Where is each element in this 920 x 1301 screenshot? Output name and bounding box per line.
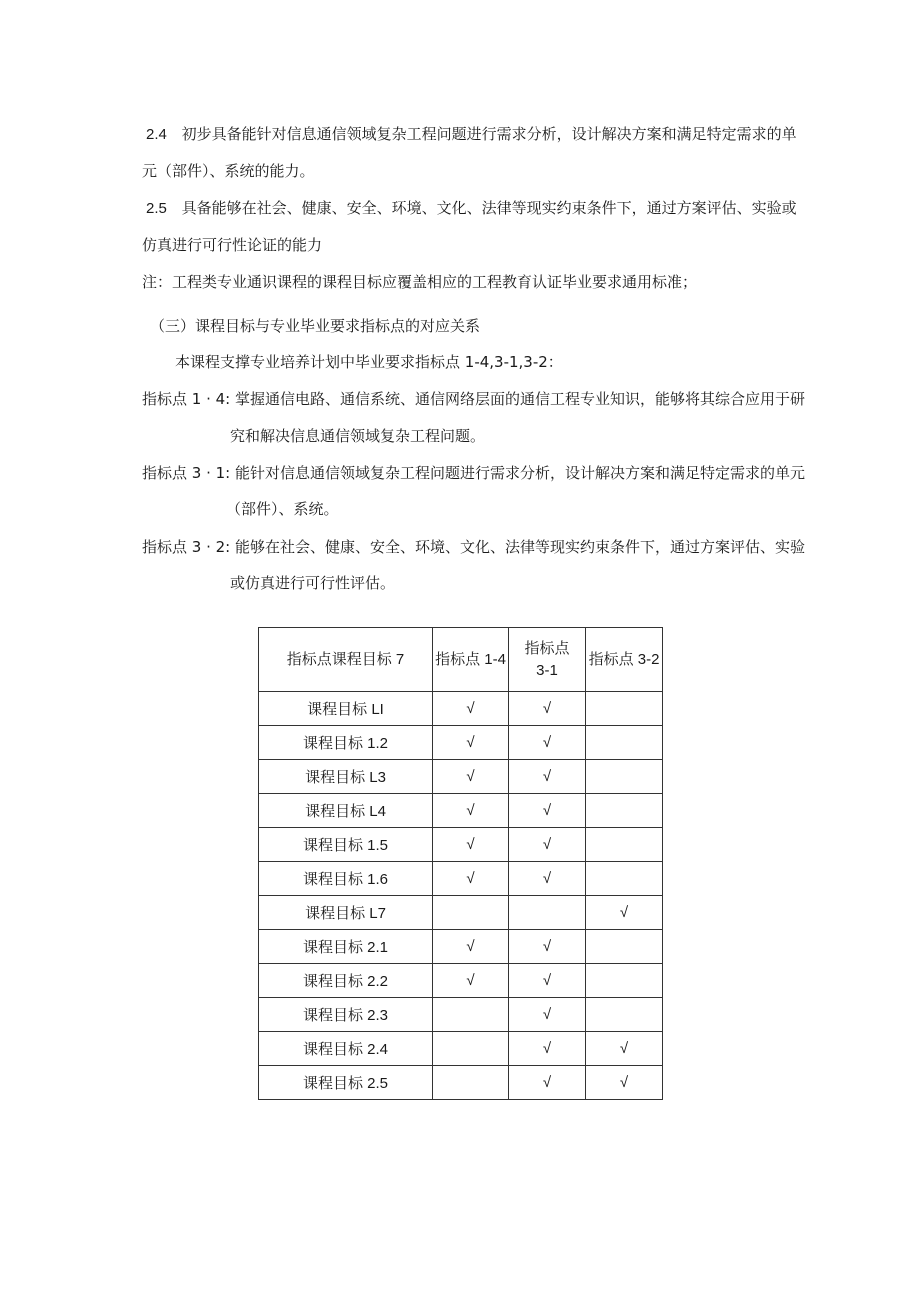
cell-indicator-3-1: √ [509,828,586,862]
cell-objective: 课程目标 2.5 [259,1066,433,1100]
cell-indicator-3-1: √ [509,1032,586,1066]
paragraph-2-4-line-2: 元（部件）、系统的能力。 [142,162,315,180]
cell-indicator-3-1: √ [509,964,586,998]
indicator-1-4-line-2: 究和解决信息通信领域复杂工程问题。 [230,427,486,445]
cell-indicator-3-1: √ [509,794,586,828]
header-indicator-3-1-line-2: 3-1 [536,661,558,679]
table-row [259,998,663,1032]
table-row [259,760,663,794]
item-number: 2.5 [146,200,167,217]
table-header-row [259,628,663,692]
cell-objective: 课程目标 1.5 [259,828,433,862]
table-row [259,964,663,998]
cell-indicator-1-4: √ [433,964,509,998]
indicator-1-4-line-1 [142,389,805,409]
cell-indicator-3-1: √ [509,862,586,896]
cell-indicator-1-4: √ [433,760,509,794]
header-indicator-3-1-line-1: 指标点 [524,639,570,657]
cell-objective: 课程目标 1.6 [259,862,433,896]
item-number: 2.4 [146,126,167,143]
cell-indicator-1-4: √ [433,862,509,896]
cell-indicator-3-2: √ [586,1032,663,1066]
cell-objective: 课程目标 LI [259,692,433,726]
indicator-label: 指标点 3 · 1: [142,464,231,482]
cell-objective: 课程目标 L3 [259,760,433,794]
cell-indicator-3-1: √ [509,692,586,726]
cell-indicator-1-4 [433,998,509,1032]
table-row [259,692,663,726]
cell-indicator-3-2: √ [586,1066,663,1100]
table-row [259,794,663,828]
indicator-label: 指标点 3 · 2: [142,538,231,556]
cell-indicator-3-1: √ [509,726,586,760]
indicator-text: 能够在社会、健康、安全、环境、文化、法律等现实约束条件下，通过方案评估、实验 [235,538,806,556]
table-row [259,862,663,896]
cell-objective: 课程目标 2.1 [259,930,433,964]
cell-indicator-1-4: √ [433,930,509,964]
paragraph-2-5-line-1 [146,198,797,219]
indicator-text: 能针对信息通信领域复杂工程问题进行需求分析，设计解决方案和满足特定需求的单元 [235,464,806,482]
cell-indicator-3-2 [586,794,663,828]
cell-indicator-3-1: √ [509,1066,586,1100]
cell-objective: 课程目标 1.2 [259,726,433,760]
cell-objective: 课程目标 L7 [259,896,433,930]
cell-indicator-3-2 [586,828,663,862]
item-text: 初步具备能针对信息通信领域复杂工程问题进行需求分析，设计解决方案和满足特定需求的单 [181,125,797,143]
paragraph-2-4-line-1 [146,124,797,145]
cell-indicator-3-2 [586,692,663,726]
table-row [259,1066,663,1100]
cell-objective: 课程目标 2.4 [259,1032,433,1066]
table-row [259,726,663,760]
header-indicator-3-1 [509,628,586,692]
table-row [259,1032,663,1066]
indicator-3-2-line-1 [142,537,805,557]
cell-indicator-1-4 [433,896,509,930]
cell-indicator-3-2 [586,760,663,794]
table-row [259,930,663,964]
cell-indicator-3-2 [586,964,663,998]
table-row [259,828,663,862]
cell-indicator-1-4 [433,1066,509,1100]
cell-objective: 课程目标 2.3 [259,998,433,1032]
cell-objective: 课程目标 L4 [259,794,433,828]
cell-indicator-3-2 [586,998,663,1032]
note-text: 注：工程类专业通识课程的课程目标应覆盖相应的工程教育认证毕业要求通用标准； [142,273,698,291]
header-indicator-1-4: 指标点 1-4 [433,628,509,692]
indicator-3-2-line-2: 或仿真进行可行性评估。 [230,574,396,592]
cell-indicator-1-4: √ [433,828,509,862]
cell-indicator-3-1 [509,896,586,930]
cell-indicator-1-4 [433,1032,509,1066]
cell-indicator-3-1: √ [509,930,586,964]
support-statement: 本课程支撑专业培养计划中毕业要求指标点 1-4,3-1,3-2： [175,353,563,371]
indicator-label: 指标点 1 · 4: [142,390,231,408]
header-indicator-3-2: 指标点 3-2 [586,628,663,692]
item-text: 具备能够在社会、健康、安全、环境、文化、法律等现实约束条件下，通过方案评估、实验或 [181,199,797,217]
cell-indicator-1-4: √ [433,794,509,828]
paragraph-2-5-line-2: 仿真进行可行性论证的能力 [142,236,323,254]
indicator-3-1-line-2: （部件）、系统。 [226,500,339,518]
section-title: （三）课程目标与专业毕业要求指标点的对应关系 [150,317,481,335]
objective-indicator-table [258,627,663,1100]
header-objective: 指标点课程目标 7 [259,628,433,692]
cell-indicator-3-2 [586,862,663,896]
cell-indicator-3-2 [586,726,663,760]
table-row [259,896,663,930]
cell-indicator-3-2: √ [586,896,663,930]
cell-indicator-1-4: √ [433,692,509,726]
cell-objective: 课程目标 2.2 [259,964,433,998]
cell-indicator-3-2 [586,930,663,964]
indicator-text: 掌握通信电路、通信系统、通信网络层面的通信工程专业知识，能够将其综合应用于研 [235,390,806,408]
cell-indicator-3-1: √ [509,760,586,794]
cell-indicator-1-4: √ [433,726,509,760]
cell-indicator-3-1: √ [509,998,586,1032]
indicator-3-1-line-1 [142,463,805,483]
